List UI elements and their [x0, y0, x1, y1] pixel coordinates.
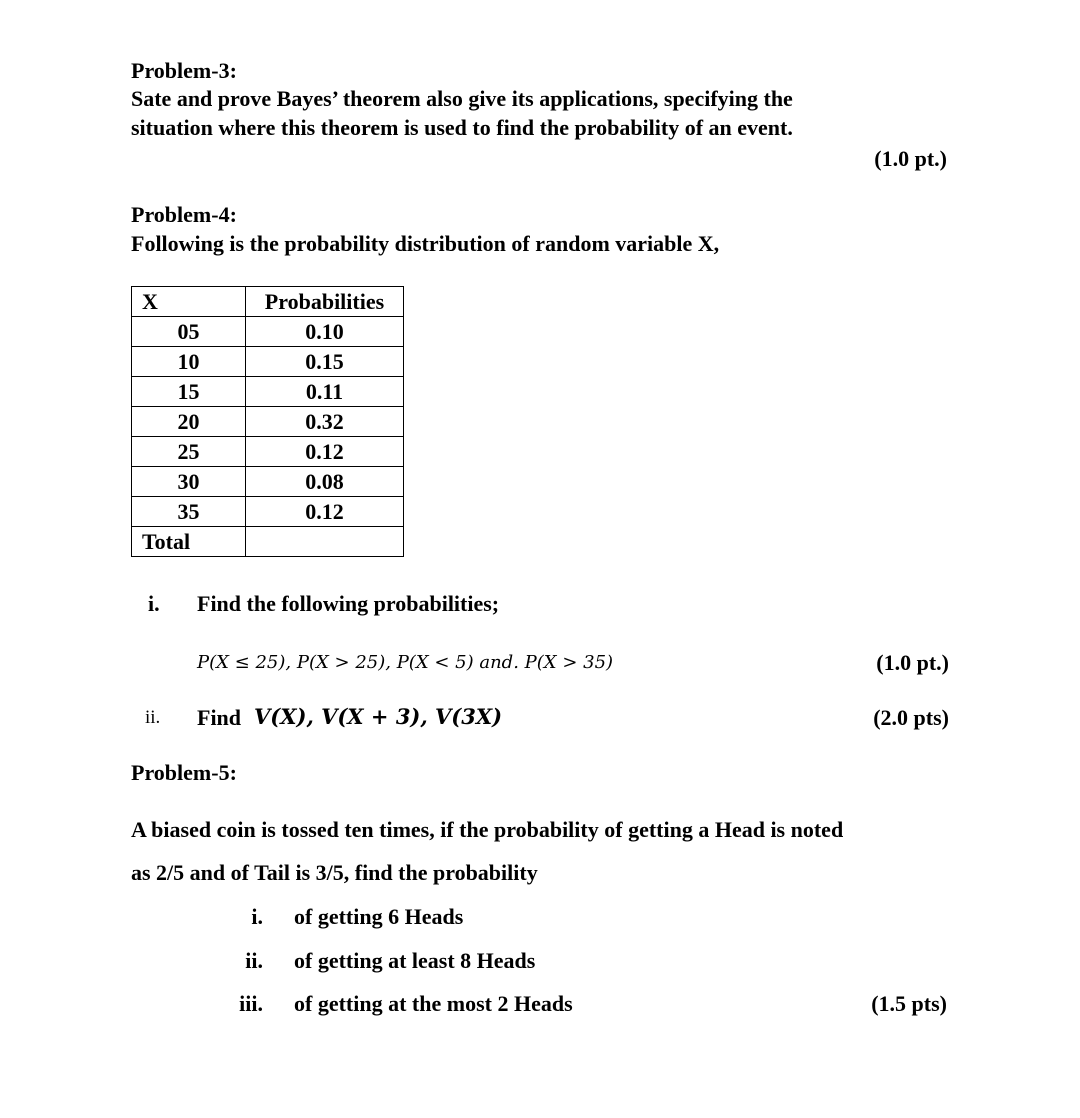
probability-distribution-table	[131, 286, 404, 557]
problem-5-item-marker: iii.	[239, 991, 263, 1016]
probability-value: 0.12	[246, 437, 404, 467]
probability-value: 0.10	[246, 317, 404, 347]
total-label: Total	[132, 527, 246, 557]
part-i-formula: P(X ≤ 25), P(X > 25), P(X < 5) and. P(X > 35)	[197, 652, 614, 673]
table-header-probabilities: Probabilities	[246, 287, 404, 317]
probability-value: 0.12	[246, 497, 404, 527]
problem-5-item-marker: i.	[251, 904, 263, 929]
x-value: 05	[132, 317, 246, 347]
x-value: 20	[132, 407, 246, 437]
probability-value: 0.08	[246, 467, 404, 497]
table-row	[132, 317, 404, 347]
total-value	[246, 527, 404, 557]
probability-value: 0.15	[246, 347, 404, 377]
probability-value: 0.11	[246, 377, 404, 407]
problem-4-intro: Following is the probability distribution of random variable X,	[131, 231, 720, 256]
table-total-row	[132, 527, 404, 557]
table-row	[132, 377, 404, 407]
table-row	[132, 407, 404, 437]
part-ii-find: Find	[197, 705, 242, 730]
part-ii-points: (2.0 pts)	[873, 705, 949, 730]
table-header-row	[132, 287, 404, 317]
problem-5-text-line-2: as 2/5 and of Tail is 3/5, find the probability	[131, 860, 538, 885]
x-value: 15	[132, 377, 246, 407]
part-ii-marker: ii.	[145, 707, 161, 728]
problem-5-item-text: of getting at the most 2 Heads	[294, 991, 573, 1016]
problem-5-item-text: of getting 6 Heads	[294, 904, 464, 929]
table-header-x: X	[132, 287, 246, 317]
part-i-text: Find the following probabilities;	[197, 591, 500, 616]
problem-5-points: (1.5 pts)	[871, 991, 947, 1016]
part-i-marker: i.	[148, 591, 160, 616]
table-row	[132, 347, 404, 377]
problem-5-item-marker: ii.	[245, 948, 263, 973]
part-ii-formula: V(X), V(X + 3), V(3X)	[254, 704, 503, 729]
table-row	[132, 467, 404, 497]
x-value: 30	[132, 467, 246, 497]
problem-5-item-text: of getting at least 8 Heads	[294, 948, 536, 973]
problem-3-title: Problem-3:	[131, 58, 237, 83]
table-row	[132, 437, 404, 467]
part-i-points: (1.0 pt.)	[876, 650, 949, 675]
problem-3-text-line-1: Sate and prove Bayes’ theorem also give its applications, specifying the	[131, 86, 793, 111]
probability-value: 0.32	[246, 407, 404, 437]
x-value: 35	[132, 497, 246, 527]
problem-5-text-line-1: A biased coin is tossed ten times, if the probability of getting a Head is noted	[131, 817, 844, 842]
problem-3-text-line-2: situation where this theorem is used to find the probability of an event.	[131, 115, 793, 140]
x-value: 10	[132, 347, 246, 377]
problem-4-title: Problem-4:	[131, 202, 237, 227]
problem-3-points: (1.0 pt.)	[874, 146, 947, 171]
problem-5-title: Problem-5:	[131, 760, 237, 785]
x-value: 25	[132, 437, 246, 467]
table-row	[132, 497, 404, 527]
